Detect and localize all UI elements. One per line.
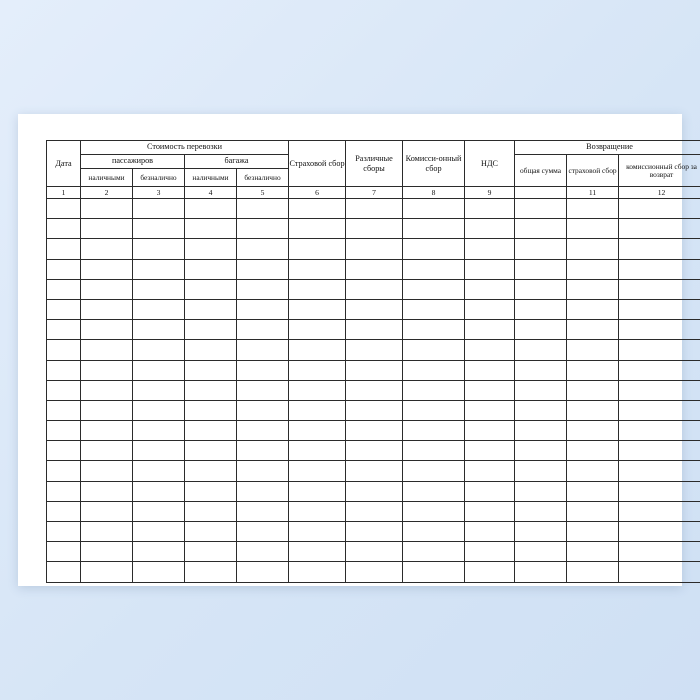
table-row[interactable]	[47, 421, 700, 441]
table-cell[interactable]	[619, 259, 700, 279]
table-cell[interactable]	[289, 320, 346, 340]
table-cell[interactable]	[289, 441, 346, 461]
table-cell[interactable]	[465, 441, 515, 461]
header-baggage-cashless: безналично	[237, 169, 289, 187]
table-cell[interactable]	[237, 299, 289, 319]
table-cell[interactable]	[81, 441, 133, 461]
table-cell[interactable]	[346, 441, 403, 461]
table-cell[interactable]	[185, 279, 237, 299]
table-cell[interactable]	[81, 239, 133, 259]
table-cell[interactable]	[47, 441, 81, 461]
column-number-row	[47, 187, 700, 199]
table-cell[interactable]	[346, 380, 403, 400]
table-cell[interactable]	[289, 199, 346, 219]
table-cell[interactable]	[465, 340, 515, 360]
table-row[interactable]	[47, 501, 700, 521]
table-cell[interactable]	[185, 360, 237, 380]
table-cell[interactable]	[289, 421, 346, 441]
table-cell[interactable]	[289, 279, 346, 299]
table-cell[interactable]	[465, 421, 515, 441]
table-cell[interactable]	[465, 400, 515, 420]
table-cell[interactable]	[47, 279, 81, 299]
table-cell[interactable]	[346, 522, 403, 542]
table-cell[interactable]	[237, 320, 289, 340]
table-cell[interactable]	[567, 259, 619, 279]
table-cell[interactable]	[47, 340, 81, 360]
header-transport-cost: Стоимость перевозки	[81, 141, 289, 155]
table-cell[interactable]	[465, 299, 515, 319]
col-num-7: 7	[346, 187, 403, 199]
header-passengers-cash: наличными	[81, 169, 133, 187]
table-cell[interactable]	[289, 299, 346, 319]
table-cell[interactable]	[346, 421, 403, 441]
table-cell[interactable]	[567, 380, 619, 400]
table-cell[interactable]	[403, 562, 465, 582]
table-cell[interactable]	[185, 239, 237, 259]
table-cell[interactable]	[289, 562, 346, 582]
table-cell[interactable]	[133, 441, 185, 461]
table-cell[interactable]	[346, 562, 403, 582]
table-cell[interactable]	[47, 501, 81, 521]
table-cell[interactable]	[289, 380, 346, 400]
table-row[interactable]	[47, 360, 700, 380]
table-cell[interactable]	[619, 542, 700, 562]
table-cell[interactable]	[515, 562, 567, 582]
table-cell[interactable]	[403, 259, 465, 279]
header-commission-fee: Комисси-онный сбор	[403, 141, 465, 187]
table-cell[interactable]	[47, 259, 81, 279]
table-cell[interactable]	[465, 501, 515, 521]
table-cell[interactable]	[567, 461, 619, 481]
table-cell[interactable]	[47, 481, 81, 501]
table-row[interactable]	[47, 481, 700, 501]
table-cell[interactable]	[47, 219, 81, 239]
header-row-top	[47, 141, 700, 155]
table-cell[interactable]	[567, 199, 619, 219]
table-cell[interactable]	[133, 501, 185, 521]
table-cell[interactable]	[237, 501, 289, 521]
table-cell[interactable]	[346, 259, 403, 279]
table-cell[interactable]	[237, 400, 289, 420]
table-row[interactable]	[47, 522, 700, 542]
table-cell[interactable]	[567, 299, 619, 319]
table-cell[interactable]	[237, 239, 289, 259]
table-cell[interactable]	[619, 239, 700, 259]
table-cell[interactable]	[403, 501, 465, 521]
table-cell[interactable]	[185, 562, 237, 582]
table-cell[interactable]	[515, 320, 567, 340]
table-cell[interactable]	[515, 481, 567, 501]
table-cell[interactable]	[515, 299, 567, 319]
table-cell[interactable]	[47, 522, 81, 542]
table-cell[interactable]	[403, 340, 465, 360]
table-cell[interactable]	[289, 219, 346, 239]
table-cell[interactable]	[465, 380, 515, 400]
table-cell[interactable]	[619, 279, 700, 299]
table-cell[interactable]	[237, 340, 289, 360]
table-cell[interactable]	[403, 481, 465, 501]
table-cell[interactable]	[465, 239, 515, 259]
col-num-8: 8	[403, 187, 465, 199]
ledger-table	[46, 140, 700, 583]
table-cell[interactable]	[289, 340, 346, 360]
table-cell[interactable]	[567, 421, 619, 441]
table-row[interactable]	[47, 542, 700, 562]
col-num-6: 6	[289, 187, 346, 199]
table-cell[interactable]	[237, 542, 289, 562]
table-cell[interactable]	[567, 522, 619, 542]
table-cell[interactable]	[47, 199, 81, 219]
table-cell[interactable]	[567, 562, 619, 582]
col-num-12: 12	[619, 187, 700, 199]
table-cell[interactable]	[81, 501, 133, 521]
table-cell[interactable]	[346, 461, 403, 481]
table-cell[interactable]	[346, 400, 403, 420]
table-cell[interactable]	[133, 239, 185, 259]
table-cell[interactable]	[619, 481, 700, 501]
table-cell[interactable]	[133, 481, 185, 501]
table-cell[interactable]	[515, 501, 567, 521]
table-cell[interactable]	[289, 259, 346, 279]
table-cell[interactable]	[619, 501, 700, 521]
table-cell[interactable]	[185, 259, 237, 279]
table-cell[interactable]	[237, 481, 289, 501]
table-row[interactable]	[47, 299, 700, 319]
col-num-3: 3	[133, 187, 185, 199]
ledger-table-wrapper	[46, 140, 697, 583]
table-cell[interactable]	[133, 562, 185, 582]
table-cell[interactable]	[465, 461, 515, 481]
table-cell[interactable]	[47, 360, 81, 380]
table-cell[interactable]	[619, 380, 700, 400]
table-cell[interactable]	[185, 340, 237, 360]
table-cell[interactable]	[346, 279, 403, 299]
table-cell[interactable]	[403, 421, 465, 441]
table-cell[interactable]	[515, 400, 567, 420]
table-cell[interactable]	[403, 239, 465, 259]
table-cell[interactable]	[515, 239, 567, 259]
col-num-10	[515, 187, 567, 199]
table-cell[interactable]	[81, 522, 133, 542]
table-cell[interactable]	[567, 219, 619, 239]
table-cell[interactable]	[133, 421, 185, 441]
table-row[interactable]	[47, 400, 700, 420]
table-cell[interactable]	[237, 562, 289, 582]
table-cell[interactable]	[185, 199, 237, 219]
table-cell[interactable]	[567, 320, 619, 340]
table-cell[interactable]	[403, 441, 465, 461]
header-passengers: пассажиров	[81, 155, 185, 169]
table-cell[interactable]	[47, 542, 81, 562]
table-cell[interactable]	[81, 400, 133, 420]
table-cell[interactable]	[619, 522, 700, 542]
table-cell[interactable]	[133, 219, 185, 239]
table-cell[interactable]	[237, 360, 289, 380]
table-cell[interactable]	[515, 340, 567, 360]
table-cell[interactable]	[567, 481, 619, 501]
table-cell[interactable]	[133, 400, 185, 420]
table-body	[47, 199, 700, 583]
table-cell[interactable]	[346, 199, 403, 219]
table-cell[interactable]	[619, 320, 700, 340]
table-cell[interactable]	[403, 380, 465, 400]
table-cell[interactable]	[81, 279, 133, 299]
table-cell[interactable]	[403, 400, 465, 420]
header-various-fees: Различные сборы	[346, 141, 403, 187]
table-cell[interactable]	[346, 481, 403, 501]
table-cell[interactable]	[81, 421, 133, 441]
table-cell[interactable]	[133, 320, 185, 340]
table-cell[interactable]	[619, 340, 700, 360]
header-refund-insurance: страховой сбор	[567, 155, 619, 187]
table-cell[interactable]	[185, 542, 237, 562]
table-cell[interactable]	[47, 461, 81, 481]
table-cell[interactable]	[237, 522, 289, 542]
table-cell[interactable]	[81, 360, 133, 380]
header-baggage: багажа	[185, 155, 289, 169]
table-cell[interactable]	[237, 421, 289, 441]
table-cell[interactable]	[619, 299, 700, 319]
table-cell[interactable]	[47, 400, 81, 420]
table-cell[interactable]	[567, 501, 619, 521]
table-cell[interactable]	[403, 360, 465, 380]
table-cell[interactable]	[237, 441, 289, 461]
table-cell[interactable]	[403, 542, 465, 562]
table-cell[interactable]	[515, 279, 567, 299]
table-cell[interactable]	[567, 239, 619, 259]
table-cell[interactable]	[515, 542, 567, 562]
table-cell[interactable]	[289, 239, 346, 259]
table-cell[interactable]	[133, 461, 185, 481]
col-num-2: 2	[81, 187, 133, 199]
table-cell[interactable]	[47, 320, 81, 340]
table-cell[interactable]	[81, 299, 133, 319]
table-cell[interactable]	[47, 562, 81, 582]
table-cell[interactable]	[47, 380, 81, 400]
table-header	[47, 141, 700, 199]
table-cell[interactable]	[515, 441, 567, 461]
table-cell[interactable]	[465, 542, 515, 562]
table-cell[interactable]	[289, 400, 346, 420]
table-row[interactable]	[47, 461, 700, 481]
table-cell[interactable]	[346, 360, 403, 380]
table-cell[interactable]	[289, 501, 346, 521]
table-cell[interactable]	[465, 279, 515, 299]
table-cell[interactable]	[465, 522, 515, 542]
table-cell[interactable]	[133, 299, 185, 319]
header-vat: НДС	[465, 141, 515, 187]
table-cell[interactable]	[465, 219, 515, 239]
header-refund-total: общая сумма	[515, 155, 567, 187]
table-cell[interactable]	[81, 340, 133, 360]
table-cell[interactable]	[185, 481, 237, 501]
table-cell[interactable]	[289, 360, 346, 380]
table-cell[interactable]	[567, 340, 619, 360]
table-cell[interactable]	[47, 421, 81, 441]
table-cell[interactable]	[185, 299, 237, 319]
table-cell[interactable]	[133, 279, 185, 299]
table-cell[interactable]	[81, 542, 133, 562]
table-cell[interactable]	[567, 400, 619, 420]
col-num-1: 1	[47, 187, 81, 199]
table-cell[interactable]	[619, 400, 700, 420]
table-cell[interactable]	[237, 199, 289, 219]
table-cell[interactable]	[619, 441, 700, 461]
table-cell[interactable]	[133, 380, 185, 400]
table-row[interactable]	[47, 219, 700, 239]
table-cell[interactable]	[185, 219, 237, 239]
table-cell[interactable]	[567, 279, 619, 299]
header-date: Дата	[47, 141, 81, 187]
paper-sheet	[18, 114, 697, 586]
table-cell[interactable]	[185, 400, 237, 420]
table-cell[interactable]	[619, 360, 700, 380]
table-cell[interactable]	[185, 522, 237, 542]
table-cell[interactable]	[567, 360, 619, 380]
table-row[interactable]	[47, 340, 700, 360]
table-row[interactable]	[47, 320, 700, 340]
table-cell[interactable]	[237, 461, 289, 481]
table-cell[interactable]	[81, 219, 133, 239]
table-row[interactable]	[47, 380, 700, 400]
table-cell[interactable]	[515, 360, 567, 380]
table-cell[interactable]	[237, 279, 289, 299]
table-cell[interactable]	[133, 522, 185, 542]
table-cell[interactable]	[567, 542, 619, 562]
table-cell[interactable]	[185, 501, 237, 521]
table-cell[interactable]	[346, 320, 403, 340]
table-cell[interactable]	[81, 259, 133, 279]
table-cell[interactable]	[515, 199, 567, 219]
table-cell[interactable]	[403, 522, 465, 542]
header-baggage-cash: наличными	[185, 169, 237, 187]
table-cell[interactable]	[619, 421, 700, 441]
table-row[interactable]	[47, 562, 700, 582]
table-cell[interactable]	[47, 239, 81, 259]
table-cell[interactable]	[567, 441, 619, 461]
table-cell[interactable]	[346, 501, 403, 521]
table-cell[interactable]	[185, 421, 237, 441]
table-cell[interactable]	[133, 340, 185, 360]
header-insurance-fee: Страховой сбор	[289, 141, 346, 187]
table-cell[interactable]	[465, 259, 515, 279]
table-cell[interactable]	[81, 199, 133, 219]
col-num-9: 9	[465, 187, 515, 199]
table-cell[interactable]	[346, 340, 403, 360]
table-row[interactable]	[47, 199, 700, 219]
table-cell[interactable]	[515, 219, 567, 239]
table-cell[interactable]	[81, 320, 133, 340]
table-cell[interactable]	[465, 360, 515, 380]
table-cell[interactable]	[289, 481, 346, 501]
table-cell[interactable]	[465, 320, 515, 340]
header-passengers-cashless: безналично	[133, 169, 185, 187]
table-row[interactable]	[47, 259, 700, 279]
table-cell[interactable]	[81, 461, 133, 481]
table-cell[interactable]	[403, 299, 465, 319]
col-num-4: 4	[185, 187, 237, 199]
table-cell[interactable]	[81, 562, 133, 582]
table-cell[interactable]	[185, 461, 237, 481]
table-cell[interactable]	[403, 320, 465, 340]
table-cell[interactable]	[133, 542, 185, 562]
table-cell[interactable]	[515, 461, 567, 481]
col-num-5: 5	[237, 187, 289, 199]
table-cell[interactable]	[133, 259, 185, 279]
table-cell[interactable]	[465, 562, 515, 582]
table-cell[interactable]	[403, 219, 465, 239]
table-cell[interactable]	[346, 219, 403, 239]
table-cell[interactable]	[133, 199, 185, 219]
table-cell[interactable]	[403, 199, 465, 219]
table-cell[interactable]	[515, 259, 567, 279]
table-cell[interactable]	[346, 239, 403, 259]
table-cell[interactable]	[237, 219, 289, 239]
col-num-11: 11	[567, 187, 619, 199]
table-cell[interactable]	[515, 522, 567, 542]
table-cell[interactable]	[185, 380, 237, 400]
table-cell[interactable]	[515, 380, 567, 400]
table-cell[interactable]	[465, 199, 515, 219]
table-cell[interactable]	[185, 441, 237, 461]
table-cell[interactable]	[619, 219, 700, 239]
table-cell[interactable]	[465, 481, 515, 501]
table-cell[interactable]	[81, 380, 133, 400]
table-cell[interactable]	[619, 199, 700, 219]
table-cell[interactable]	[289, 542, 346, 562]
table-cell[interactable]	[289, 522, 346, 542]
table-cell[interactable]	[403, 461, 465, 481]
table-cell[interactable]	[619, 562, 700, 582]
table-cell[interactable]	[346, 542, 403, 562]
table-cell[interactable]	[289, 461, 346, 481]
table-cell[interactable]	[619, 461, 700, 481]
table-cell[interactable]	[133, 360, 185, 380]
header-refund-commission: комиссионный сбор за возврат	[619, 155, 700, 187]
table-cell[interactable]	[81, 481, 133, 501]
table-cell[interactable]	[185, 320, 237, 340]
table-row[interactable]	[47, 441, 700, 461]
table-cell[interactable]	[346, 299, 403, 319]
table-cell[interactable]	[237, 380, 289, 400]
table-row[interactable]	[47, 279, 700, 299]
header-refund: Возвращение	[515, 141, 700, 155]
table-cell[interactable]	[515, 421, 567, 441]
table-cell[interactable]	[237, 259, 289, 279]
table-cell[interactable]	[47, 299, 81, 319]
table-cell[interactable]	[403, 279, 465, 299]
table-row[interactable]	[47, 239, 700, 259]
